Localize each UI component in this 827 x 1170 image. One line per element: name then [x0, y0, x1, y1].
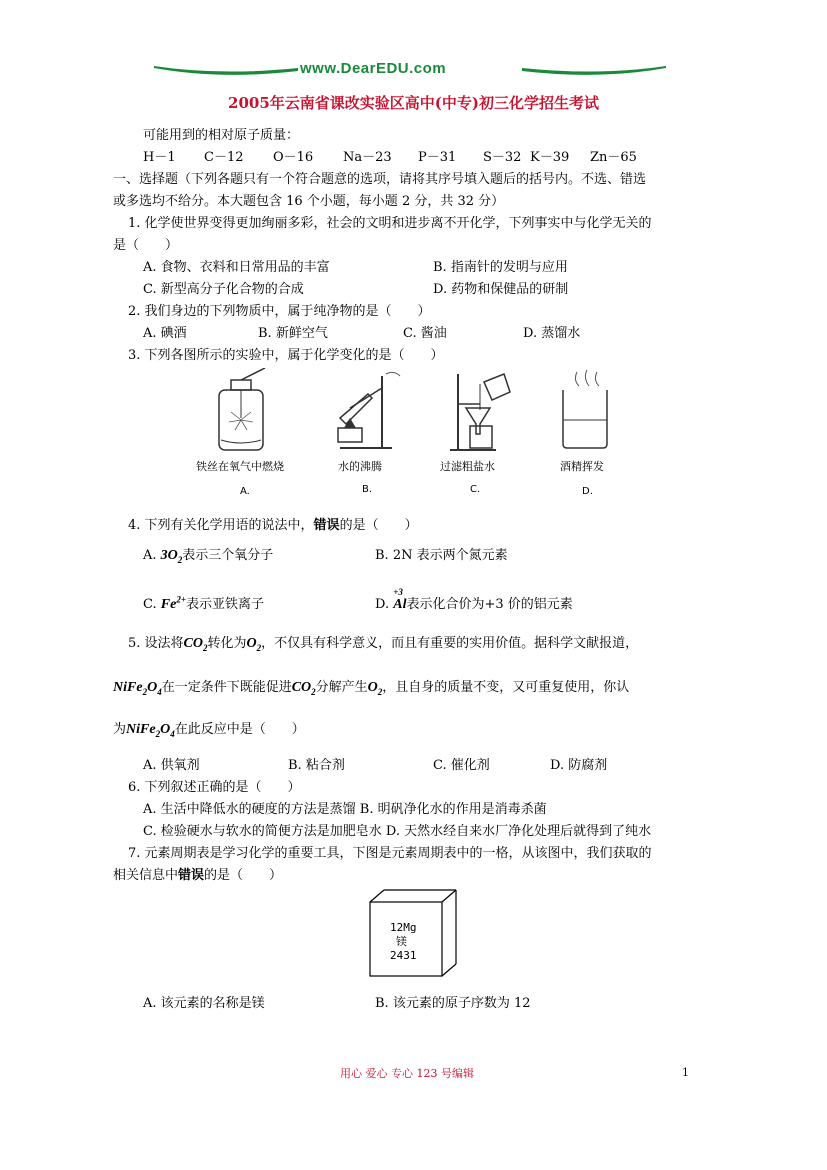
q4-option-a: [143, 544, 273, 565]
q5-line2: $NiFe_2O_4$在一定条件下既能促进$CO_2$分解产生$O_2$，且自身的质量不变，又可重复使用，你认: [113, 680, 630, 697]
q5-line1: 5. 设法将$CO_2$转化为$O_2$，不仅具有科学意义，而且有重要的实用价值。据科学文献报道，: [128, 636, 639, 653]
figure-letter-a: A.: [240, 486, 250, 497]
q7-option-a: A. 该元素的名称是镁: [143, 996, 265, 1011]
header-swoosh-right: [520, 62, 670, 76]
q4-c-label: C.: [143, 597, 157, 612]
figure-label-d: 酒精挥发: [560, 460, 604, 473]
q1-option-c: C. 新型高分子化合物的合成: [143, 282, 304, 297]
q4-c-formula: $Fe^{2+}$: [160, 594, 186, 612]
q7-option-b: B. 该元素的原子序数为 12: [375, 996, 531, 1011]
o2-formula-2: $O_2$: [367, 680, 383, 697]
atomic-mass-zn: Zn－65: [590, 150, 637, 165]
figure-letter-d: D.: [582, 486, 593, 497]
q4-stem-post: 的是（ ）: [339, 518, 418, 533]
q4-stem-pre: 4. 下列有关化学用语的说法中，: [128, 518, 314, 533]
atomic-mass-s: S－32: [483, 150, 522, 165]
q1-option-a: A. 食物、衣料和日常用品的丰富: [143, 260, 330, 275]
mg-atomic-number-symbol: 12Mg: [390, 921, 417, 934]
q4-a-label: A.: [143, 548, 157, 563]
figure-letter-c: C.: [470, 484, 481, 495]
co2-formula-2: $CO_2$: [291, 680, 316, 697]
q1-stem-line1: 1. 化学使世界变得更加绚丽多彩，社会的文明和进步离不开化学，下列事实中与化学无关的: [128, 216, 652, 231]
q4-c-text: 表示亚铁离子: [185, 597, 264, 612]
q4-option-b: B. 2N 表示两个氮元素: [375, 548, 508, 563]
q3-stem: 3. 下列各图所示的实验中，属于化学变化的是（ ）: [128, 348, 444, 363]
section1-line2: 或多选均不给分。本大题包含 16 个小题，每小题 2 分，共 32 分）: [113, 194, 505, 209]
nife2o4-formula: $NiFe_2O_4$: [113, 680, 162, 697]
q7-stem-line1: 7. 元素周期表是学习化学的重要工具，下图是元素周期表中的一格，从该图中，我们获取的: [128, 846, 652, 861]
q4-option-d: [375, 587, 573, 613]
q5-option-c: C. 催化剂: [433, 758, 490, 773]
q4-a-formula: $3O_2$: [160, 548, 183, 565]
figure-water-boiling: [320, 368, 410, 456]
q2-option-c: C. 酱油: [403, 326, 447, 341]
o2-formula: $O_2$: [246, 636, 262, 653]
atomic-mass-h: H－1: [143, 150, 176, 165]
page-title: 2005年云南省课改实验区高中(中专)初三化学招生考试: [228, 94, 599, 112]
q7-stem-line2: 相关信息中错误的是（ ）: [113, 868, 283, 883]
q5-option-d: D. 防腐剂: [550, 758, 608, 773]
q4-d-formula: +3 Al: [393, 587, 407, 612]
q4-stem: [128, 514, 418, 533]
header-swoosh-left: [150, 62, 300, 76]
q1-option-d: D. 药物和保健品的研制: [433, 282, 569, 297]
page-number: 1: [682, 1066, 689, 1079]
figure-label-b: 水的沸腾: [338, 460, 382, 473]
atomic-mass-o: O－16: [273, 150, 314, 165]
atomic-mass-p: P－31: [418, 150, 457, 165]
mg-atomic-mass: 2431: [390, 949, 417, 962]
q6-stem: 6. 下列叙述正确的是（ ）: [128, 780, 301, 795]
q2-option-d: D. 蒸馏水: [523, 326, 581, 341]
q2-option-a: A. 碘酒: [143, 326, 187, 341]
q4-d-label: D.: [375, 597, 390, 612]
q2-stem: 2. 我们身边的下列物质中，属于纯净物的是（ ）: [128, 304, 431, 319]
q1-stem-line2: 是（ ）: [113, 238, 179, 253]
figure-alcohol-evaporation: [555, 368, 625, 456]
q5-option-a: A. 供氧剂: [143, 758, 200, 773]
nife2o4-formula-2: $NiFe_2O_4$: [126, 722, 175, 739]
header-url[interactable]: www.DearEDU.com: [300, 60, 447, 77]
mg-element-name: 镁: [396, 935, 407, 948]
figure-label-a: 铁丝在氧气中燃烧: [196, 460, 284, 473]
atomic-mass-intro: 可能用到的相对原子质量：: [143, 128, 300, 143]
figure-filtration: [440, 368, 530, 456]
q5-option-b: B. 粘合剂: [288, 758, 345, 773]
q6-options-cd: C. 检验硬水与软水的简便方法是加肥皂水 D. 天然水经自来水厂净化处理后就得到了纯水: [143, 824, 652, 839]
q4-stem-bold: 错误: [313, 518, 340, 533]
q5-line3: 为$NiFe_2O_4$在此反应中是（ ）: [113, 722, 305, 739]
figure-letter-b: B.: [362, 484, 373, 495]
q4-option-c: [143, 593, 264, 613]
footer-text: 用心 爱心 专心 123 号编辑: [340, 1067, 474, 1080]
q4-d-text: 表示化合价为+3 价的铝元素: [406, 597, 573, 612]
section1-line1: 一、选择题（下列各题只有一个符合题意的选项，请将其序号填入题后的括号内。不选、错选: [113, 172, 647, 187]
figure-label-c: 过滤粗盐水: [440, 460, 495, 473]
figure-iron-wire-burning: [205, 368, 295, 456]
q1-option-b: B. 指南针的发明与应用: [433, 260, 568, 275]
atomic-mass-na: Na－23: [343, 150, 392, 165]
atomic-mass-k: K－39: [530, 150, 570, 165]
atomic-mass-c: C－12: [204, 150, 244, 165]
co2-formula: $CO_2$: [183, 636, 208, 653]
q4-a-text: 表示三个氧分子: [182, 548, 274, 563]
q2-option-b: B. 新鲜空气: [258, 326, 328, 341]
q6-options-ab: A. 生活中降低水的硬度的方法是蒸馏 B. 明矾净化水的作用是消毒杀菌: [143, 802, 547, 817]
